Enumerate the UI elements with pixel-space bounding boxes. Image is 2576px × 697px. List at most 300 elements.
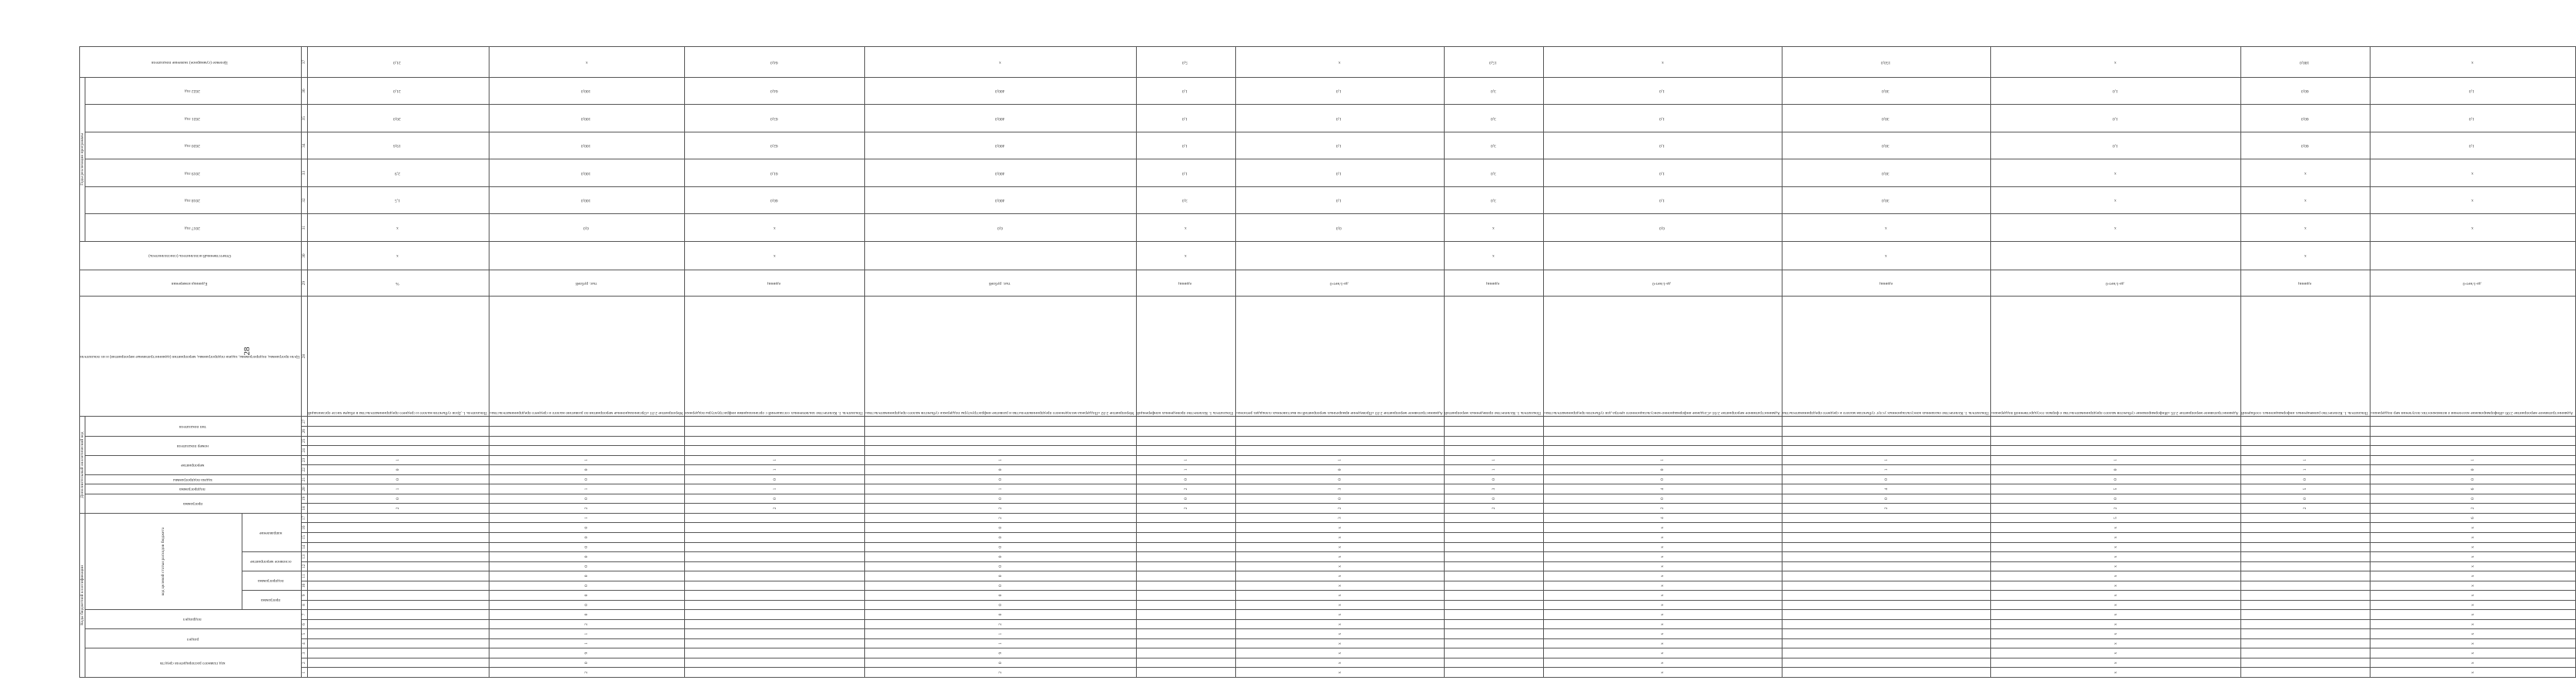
code-cell [2241, 436, 2371, 446]
code-cell [1445, 571, 1543, 581]
code-cell: 0 [865, 610, 1137, 620]
table-row [307, 47, 489, 678]
code-cell [1137, 533, 1236, 543]
code-cell: х [1543, 523, 1782, 533]
code-cell [2241, 629, 2371, 639]
row-year-value: 30,0 [1782, 105, 1991, 132]
code-cell [1445, 436, 1543, 446]
column-number: 16 [302, 523, 307, 533]
column-number: 28 [302, 296, 307, 417]
row-year-value: 60,0 [685, 186, 865, 214]
code-cell: х [1991, 533, 2241, 543]
code-cell: 0 [1235, 465, 1445, 475]
column-number: 23 [302, 455, 307, 465]
code-cell: 2 [489, 504, 685, 514]
column-number: 30 [302, 241, 307, 270]
row-unit-cell: да-1/нет-0 [1543, 270, 1782, 296]
code-cell: 2 [2371, 504, 2576, 514]
code-cell [1235, 417, 1445, 427]
code-cell: 1 [685, 455, 865, 465]
code-cell: 1 [865, 455, 1137, 465]
column-number: 3 [302, 648, 307, 658]
row-target-value: х [489, 47, 685, 78]
code-cell [1543, 427, 1782, 437]
column-number: 20 [302, 484, 307, 494]
row-unit-cell: тыс. рублей [489, 270, 685, 296]
column-number: 5 [302, 629, 307, 639]
column-number: 12 [302, 561, 307, 571]
code-cell [1137, 427, 1236, 437]
code-cell: 0 [1137, 474, 1236, 484]
column-number: 8 [302, 600, 307, 610]
code-cell [307, 533, 489, 543]
code-cell: х [1991, 658, 2241, 668]
code-cell: х [1543, 648, 1782, 658]
code-cell: х [2371, 523, 2576, 533]
column-number: 24 [302, 446, 307, 456]
code-cell: х [1543, 533, 1782, 543]
code-cell: 2 [1782, 504, 1991, 514]
code-cell: х [2371, 668, 2576, 678]
code-cell [685, 658, 865, 668]
code-cell [307, 542, 489, 552]
code-cell [489, 436, 685, 446]
row-year-value: 1,0 [2371, 77, 2576, 105]
row-year-value: 400,0 [865, 132, 1137, 159]
row-year-value: 3,0 [1445, 159, 1543, 187]
code-cell: х [1991, 571, 2241, 581]
code-cell: х [1235, 658, 1445, 668]
code-cell [1445, 658, 1543, 668]
row-responsible-cell [489, 241, 685, 270]
code-cell: 0 [1991, 474, 2241, 484]
row-name-cell: Мероприятие 2.01 «Организационные мероприятия по развитию малого и среднего предпринимательства» [489, 296, 685, 417]
column-number: 37 [302, 47, 307, 78]
code-cell: х [2371, 638, 2576, 648]
code-cell: х [1235, 571, 1445, 581]
row-responsible-cell [2371, 241, 2576, 270]
code-cell: 0 [1445, 474, 1543, 484]
row-name-cell: Показатель 1. Доля субъектов малого и среднего предпринимательства в общем числе организаций [307, 296, 489, 417]
header-row-1 [80, 47, 85, 678]
code-cell: 0 [489, 465, 685, 475]
row-year-value: 1,0 [1137, 105, 1236, 132]
code-cell: 0 [865, 542, 1137, 552]
code-cell [307, 668, 489, 678]
code-cell: х [1991, 648, 2241, 658]
code-cell [685, 533, 865, 543]
code-cell [307, 523, 489, 533]
add-indicator-num-header: номер показателя [85, 436, 302, 455]
row-year-value: х [2241, 214, 2371, 242]
code-cell [1782, 638, 1991, 648]
row-responsible-cell [1543, 241, 1782, 270]
code-cell [1137, 591, 1236, 601]
row-year-value: 1,5 [307, 186, 489, 214]
code-cell [2241, 523, 2371, 533]
row-target-value: х [1991, 47, 2241, 78]
row-responsible-cell: х [1782, 241, 1991, 270]
code-cell [1782, 523, 1991, 533]
column-number: 31 [302, 214, 307, 242]
code-cell: х [1235, 610, 1445, 620]
code-cell: х [1543, 552, 1782, 562]
code-cell: х [1235, 552, 1445, 562]
row-year-value: 60,0 [2241, 77, 2371, 105]
row-year-value: 62,0 [685, 132, 865, 159]
code-cell: х [1991, 600, 2241, 610]
code-cell: х [1991, 542, 2241, 552]
table-row [865, 47, 1137, 678]
code-cell: х [1991, 591, 2241, 601]
code-cell: х [1991, 619, 2241, 629]
code-cell: х [2371, 542, 2576, 552]
code-cell [685, 619, 865, 629]
column-number-row [302, 47, 307, 678]
code-cell: 0 [865, 591, 1137, 601]
code-cell [685, 629, 865, 639]
code-cell [1782, 629, 1991, 639]
add-program-header: программа [85, 494, 302, 513]
row-year-value: 2,9 [307, 159, 489, 187]
code-cell: 0 [865, 561, 1137, 571]
row-year-value: х [1991, 186, 2241, 214]
code-cell [1137, 610, 1236, 620]
code-cell [1782, 533, 1991, 543]
row-year-value: 0,0 [489, 214, 685, 242]
row-name-cell: Показатель 1. Количество размещенных информационных сообщений [2241, 296, 2371, 417]
column-number: 32 [302, 186, 307, 214]
row-target-value: 5,0 [1137, 47, 1236, 78]
code-cell [1137, 552, 1236, 562]
code-cell: х [1543, 668, 1782, 678]
code-cell: 0 [865, 474, 1137, 484]
row-name-cell: Административное мероприятие 2.05 «Информирование субъектов малого предпринимательства о формах государственной поддержки» [1991, 296, 2241, 417]
code-cell: 0 [489, 591, 685, 601]
code-cell [1782, 619, 1991, 629]
code-cell: х [1235, 561, 1445, 571]
code-cell [307, 629, 489, 639]
table-row [1782, 47, 1991, 678]
code-cell: х [2371, 648, 2576, 658]
row-unit-cell: единиц [1782, 270, 1991, 296]
code-cell [1137, 561, 1236, 571]
row-year-value: 0,0 [865, 214, 1137, 242]
code-cell: х [1235, 591, 1445, 601]
row-responsible-cell: х [2241, 241, 2371, 270]
row-year-value: х [2371, 214, 2576, 242]
code-cell: 1 [307, 455, 489, 465]
row-name-cell: Административное мероприятие 2.04 «Создание информационно-консультационного центра для субъектов предпринимательства» [1543, 296, 1782, 417]
row-name-cell: Административное мероприятие 2.03 «Проведение ярмарочных мероприятий на выставочных площадях региона» [1235, 296, 1445, 417]
code-cell: 1 [1991, 455, 2241, 465]
row-year-value: 3,0 [1445, 132, 1543, 159]
code-cell: х [1543, 629, 1782, 639]
code-cell: 4 [1782, 484, 1991, 494]
code-cell [685, 668, 865, 678]
code-cell [1782, 417, 1991, 427]
row-year-value: х [307, 214, 489, 242]
row-year-value: х [1137, 214, 1236, 242]
code-cell: х [1543, 619, 1782, 629]
code-cell [2241, 417, 2371, 427]
code-cell [1445, 542, 1543, 552]
row-name-cell: Показатель 1. Количество проведенных мероприятий [1445, 296, 1543, 417]
code-cell [1137, 571, 1236, 581]
add-task-header: задача подпрограммы [85, 474, 302, 484]
code-cell [685, 638, 865, 648]
row-year-value: 100,0 [489, 132, 685, 159]
code-cell [2241, 446, 2371, 456]
code-cell: х [2371, 658, 2576, 668]
code-cell [1782, 610, 1991, 620]
code-cell [1445, 591, 1543, 601]
column-number: 35 [302, 105, 307, 132]
column-number: 9 [302, 591, 307, 601]
code-cell [1782, 513, 1991, 523]
code-cell: х [1235, 542, 1445, 552]
code-cell [2371, 446, 2576, 456]
code-cell: 2 [307, 504, 489, 514]
code-cell: х [1235, 648, 1445, 658]
column-number: 22 [302, 465, 307, 475]
code-cell: 0 [1445, 494, 1543, 504]
row-year-value: 1,0 [1543, 159, 1782, 187]
row-year-value: 0,0 [1235, 214, 1445, 242]
column-number: 2 [302, 658, 307, 668]
code-cell [1137, 658, 1236, 668]
code-cell: х [1235, 533, 1445, 543]
year-2018-header: 2018 год [85, 186, 302, 214]
additional-code-header: Дополнительный аналитический код [80, 417, 85, 513]
grbs-header: код главного распорядителя средств [85, 648, 302, 678]
code-cell: 0 [489, 552, 685, 562]
row-name-cell: Показатель 1. Количество проведенных конференций [1137, 296, 1236, 417]
code-cell [1445, 523, 1543, 533]
code-cell: 1 [1137, 455, 1236, 465]
column-number: 33 [302, 159, 307, 187]
row-year-value: 1,0 [1137, 132, 1236, 159]
code-cell: 3 [1235, 513, 1445, 523]
code-cell: 0 [489, 571, 685, 581]
column-number: 34 [302, 132, 307, 159]
row-target-value: 150,0 [1782, 47, 1991, 78]
code-cell [1543, 417, 1782, 427]
row-unit-cell: единиц [685, 270, 865, 296]
column-number: 36 [302, 77, 307, 105]
code-cell [685, 581, 865, 591]
code-cell: х [1235, 581, 1445, 591]
code-cell: 0 [2241, 494, 2371, 504]
row-year-value: 1,0 [1543, 77, 1782, 105]
row-year-value: 1,0 [1991, 132, 2241, 159]
row-responsible-cell [865, 241, 1137, 270]
row-year-value: 30,0 [1782, 159, 1991, 187]
code-cell [1782, 591, 1991, 601]
code-cell: 0 [1782, 474, 1991, 484]
code-cell: 0 [1543, 465, 1782, 475]
row-responsible-cell: х [1445, 241, 1543, 270]
code-cell: 2 [1235, 504, 1445, 514]
years-group-header: Годы реализации программы [80, 77, 85, 241]
row-year-value: х [2371, 186, 2576, 214]
code-cell: 2 [1445, 504, 1543, 514]
column-number: 4 [302, 638, 307, 648]
code-cell: х [1991, 581, 2241, 591]
code-cell [685, 446, 865, 456]
code-cell [2241, 513, 2371, 523]
code-cell [1782, 427, 1991, 437]
code-cell [1543, 446, 1782, 456]
code-cell: х [1235, 600, 1445, 610]
code-cell: 0 [489, 610, 685, 620]
row-year-value: 400,0 [865, 77, 1137, 105]
row-year-value: 1,0 [1235, 132, 1445, 159]
code-cell [1782, 552, 1991, 562]
code-cell: 0 [2371, 474, 2576, 484]
code-cell: 0 [489, 581, 685, 591]
code-cell: х [1235, 668, 1445, 678]
code-cell [307, 427, 489, 437]
column-number: 27 [302, 417, 307, 427]
code-cell [1445, 417, 1543, 427]
year-2020-header: 2020 год [85, 132, 302, 159]
code-cell [1782, 436, 1991, 446]
code-cell [307, 513, 489, 523]
code-cell [1445, 552, 1543, 562]
row-year-value: 1,0 [1137, 77, 1236, 105]
row-year-value: 1,0 [2371, 132, 2576, 159]
code-cell: 0 [1235, 474, 1445, 484]
code-cell [1991, 446, 2241, 456]
code-cell: 2 [685, 504, 865, 514]
row-year-value: 1,0 [1235, 77, 1445, 105]
code-cell: 1 [685, 484, 865, 494]
target-header: Целевое (суммарное) значение показателя [80, 47, 302, 78]
add-subprogram-header: подпрограмма [85, 484, 302, 494]
code-cell: х [1235, 619, 1445, 629]
code-cell [307, 638, 489, 648]
code-cell: х [1543, 542, 1782, 552]
code-cell: х [1991, 552, 2241, 562]
row-name-cell: Показатель 1. Количество заключенных соглашений с организациями инфраструктуры поддержки [685, 296, 865, 417]
code-cell: 0 [307, 474, 489, 484]
code-cell: х [2371, 629, 2576, 639]
code-cell [1782, 648, 1991, 658]
code-cell: х [1543, 581, 1782, 591]
code-cell [865, 427, 1137, 437]
row-year-value: х [2241, 159, 2371, 187]
code-cell: х [2371, 600, 2576, 610]
row-year-value: х [1782, 214, 1991, 242]
code-cell [685, 648, 865, 658]
budget-codes-header: Коды бюджетной классификации [80, 513, 85, 677]
code-cell [1991, 417, 2241, 427]
table-row [1235, 47, 1445, 678]
code-cell: 6 [2371, 513, 2576, 523]
code-cell: 1 [1137, 465, 1236, 475]
row-unit-cell: единиц [2241, 270, 2371, 296]
row-unit-cell: да-1/нет-0 [1991, 270, 2241, 296]
code-cell: 1 [2241, 465, 2371, 475]
code-cell: 1 [2371, 455, 2576, 465]
code-cell: 0 [1543, 474, 1782, 484]
code-cell [1991, 436, 2241, 446]
row-year-value: 61,0 [685, 159, 865, 187]
code-cell: х [1543, 591, 1782, 601]
code-cell: 0 [489, 533, 685, 543]
code-cell [1445, 446, 1543, 456]
row-year-value: 30,0 [1782, 77, 1991, 105]
row-target-value: х [1543, 47, 1782, 78]
code-cell [2241, 591, 2371, 601]
row-target-value: х [865, 47, 1137, 78]
code-cell [685, 561, 865, 571]
row-target-value: 180,0 [2241, 47, 2371, 78]
code-cell: 1 [1445, 455, 1543, 465]
table-row [1991, 47, 2241, 678]
code-cell [2371, 417, 2576, 427]
column-number: 26 [302, 427, 307, 437]
code-cell [1235, 446, 1445, 456]
code-cell: х [1543, 610, 1782, 620]
row-year-value: 1,0 [1991, 105, 2241, 132]
code-cell [2241, 610, 2371, 620]
code-cell: 2 [1137, 504, 1236, 514]
column-number: 10 [302, 581, 307, 591]
code-cell: 0 [1235, 494, 1445, 504]
code-cell [307, 552, 489, 562]
row-target-value: 15,0 [1445, 47, 1543, 78]
code-cell: 0 [865, 571, 1137, 581]
year-2022-header: 2022 год [85, 77, 302, 105]
row-year-value: 3,0 [1445, 77, 1543, 105]
code-cell: 0 [865, 465, 1137, 475]
code-cell [685, 427, 865, 437]
code-cell [685, 523, 865, 533]
row-year-value: 1,0 [1137, 159, 1236, 187]
code-cell [2241, 427, 2371, 437]
code-cell: 1 [1782, 465, 1991, 475]
code-cell: х [2371, 533, 2576, 543]
row-year-value: 3,0 [1445, 186, 1543, 214]
code-cell: 0 [865, 658, 1137, 668]
code-cell: 5 [2241, 484, 2371, 494]
code-cell [685, 417, 865, 427]
code-cell [1782, 571, 1991, 581]
code-cell: 0 [865, 533, 1137, 543]
code-cell: 4 [1543, 513, 1782, 523]
code-cell [2241, 668, 2371, 678]
code-cell: 4 [1543, 484, 1782, 494]
code-cell: 1 [865, 638, 1137, 648]
code-cell [2241, 561, 2371, 571]
code-cell [307, 571, 489, 581]
row-name-cell: Мероприятие 2.02 «Поддержка молодежного предпринимательства и развитие инфраструктуры поддержки субъектов малого предпринимательства» [865, 296, 1137, 417]
code-cell [1991, 427, 2241, 437]
code-cell: х [1543, 658, 1782, 668]
code-cell: 1 [865, 629, 1137, 639]
code-cell: 2 [865, 668, 1137, 678]
code-cell: х [2371, 610, 2576, 620]
code-cell: 0 [1543, 494, 1782, 504]
code-cell: х [2371, 561, 2576, 571]
code-cell: 2 [1991, 504, 2241, 514]
code-cell [307, 581, 489, 591]
code-cell [1445, 648, 1543, 658]
code-cell: 1 [1235, 455, 1445, 465]
row-year-value: х [685, 214, 865, 242]
